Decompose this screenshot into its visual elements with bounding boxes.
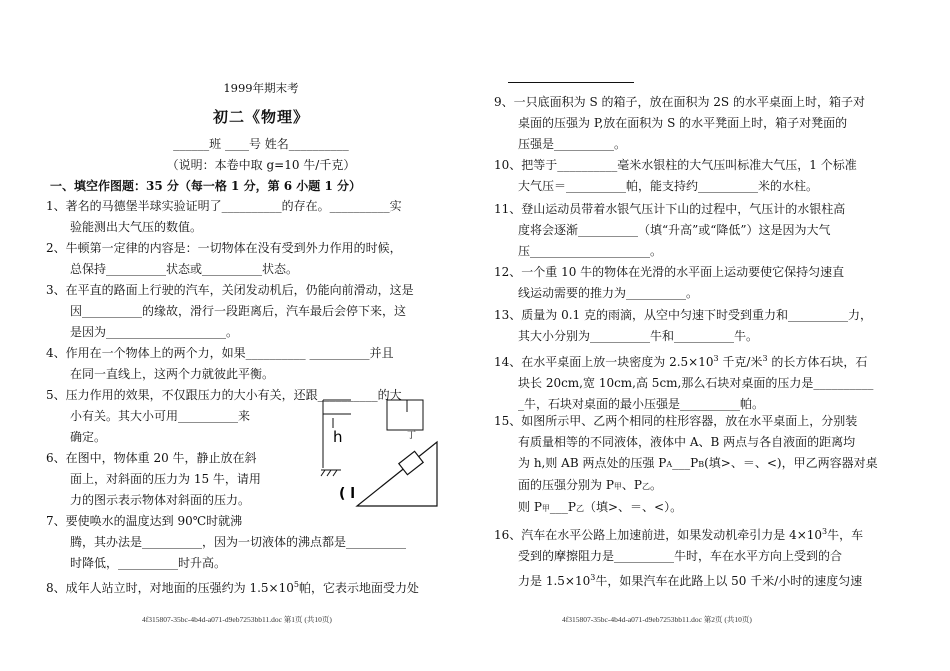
exam-note: （说明：本卷中取 g=10 牛/千克） <box>166 158 356 172</box>
inclined-plane <box>357 442 437 506</box>
label-paren: ( l <box>339 486 356 502</box>
question-11: 11、登山运动员带着水银气压计下山的过程中，气压计的水银柱高 度将会逐渐__________（填“升高”或“降低”）这是因为大气 压____________________。 <box>494 202 846 258</box>
question-7: 7、要使唤水的温度达到 90℃时就沸 腾，其办法是__________，因为一切液体的沸点都是__________ 时降低，__________时升高。 <box>46 514 407 570</box>
answer-line-continued <box>508 82 634 83</box>
question-2: 2、牛顿第一定律的内容是：一切物体在没有受到外力作用的时候， 总保持__________状态或__________状态。 <box>46 241 402 276</box>
student-info: ______班 ____号 姓名__________ <box>173 137 349 151</box>
question-12: 12、一个重 10 牛的物体在光滑的水平面上运动要使它保持匀速直 线运动需要的推力为__________。 <box>494 265 845 300</box>
question-9: 9、一只底面积为 S 的箱子，放在面积为 2S 的水平桌面上时，箱子对 桌面的压强为 P,放在面积为 S 的水平凳面上时，箱子对凳面的 压强是__________。 <box>494 95 865 151</box>
subject-title: 初二《物理》 <box>212 108 309 126</box>
question-10: 10、把等于__________毫米水银柱的大气压叫标准大气压，1 个标准 大气压＝__________帕，能支持约__________米的水柱。 <box>494 158 857 193</box>
question-16: 16、汽车在水平公路上加速前进，如果发动机牵引力是 $4\times 10^3$牛，车 受到的摩擦阻力是__________牛时，车在水平方向上受到的合 力是 $1.5\times 10^3$牛，如果汽车在此路上以 50 千米/小时的速度匀速 <box>494 527 864 588</box>
block-on-incline <box>399 451 423 474</box>
question-15: 15、如图所示甲、乙两个相同的柱形容器，放在水平桌面上，分别装 有质量相等的不同液体，液体中 A、B 两点与各自液面的距离均 为 h,则 AB 两点处的压强 PA___PB(填>、＝、<)，甲乙两容器对桌 面的压强分别为 P甲、P乙。 则 P甲___P乙（填>、＝、<）。 <box>494 414 878 514</box>
footer-page-1: 4f315807-35bc-4b4d-a071-d9eb7253bb11.doc 第1页 (共10页) <box>142 615 332 624</box>
label-yi: 丁 <box>407 431 417 441</box>
container-jia <box>323 400 351 468</box>
question-8: 8、成年人站立时，对地面的压强约为 $1.5\times 10^5$帕，它表示地面受力处 <box>46 580 419 595</box>
question-6: 6、在图中，物体重 20 牛，静止放在斜 面上，对斜面的压力为 15 牛，请用 力的图示表示物体对斜面的压力。 <box>46 451 261 507</box>
footer-page-2: 4f315807-35bc-4b4d-a071-d9eb7253bb11.doc 第2页 (共10页) <box>562 615 752 624</box>
question-14: 14、在水平桌面上放一块密度为 $2.5\times 10^3$ 千克/米$^3$ 的长方体石块，石 块长 20cm,宽 10cm,高 5cm,那么石块对桌面的压力是__________ _牛，石块对桌面的最小压强是__________帕。 <box>494 354 874 411</box>
question-3: 3、在平直的路面上行驶的汽车，关闭发动机后，仍能向前滑动，这是 因__________的缘故，滑行一段距离后，汽车最后会停下来，这 是因为____________________。 <box>46 283 414 339</box>
section-heading: 一、填空作图题：35 分（每一格 1 分，第 6 小题 1 分） <box>50 179 361 193</box>
container-yi <box>387 400 423 441</box>
question-13: 13、质量为 0.1 克的雨滴，从空中匀速下时受到重力和__________力， 其大小分别为__________牛和__________牛。 <box>494 308 872 343</box>
label-h: h <box>333 428 343 446</box>
question-1: 1、著名的马德堡半球实验证明了__________的存在。__________实 验能测出大气压的数值。 <box>46 199 402 234</box>
question-4: 4、作用在一个物体上的两个力，如果__________ __________并且 在同一直线上，这两个力就彼此平衡。 <box>46 346 394 381</box>
question-5: 5、压力作用的效果，不仅跟压力的大小有关，还跟__________的大 小有关。其大小可用__________来 确定。 <box>46 388 402 444</box>
ground-hatch <box>321 470 341 476</box>
figure-containers-and-incline <box>281 398 441 510</box>
exam-year: 1999年期末考 <box>223 81 299 95</box>
